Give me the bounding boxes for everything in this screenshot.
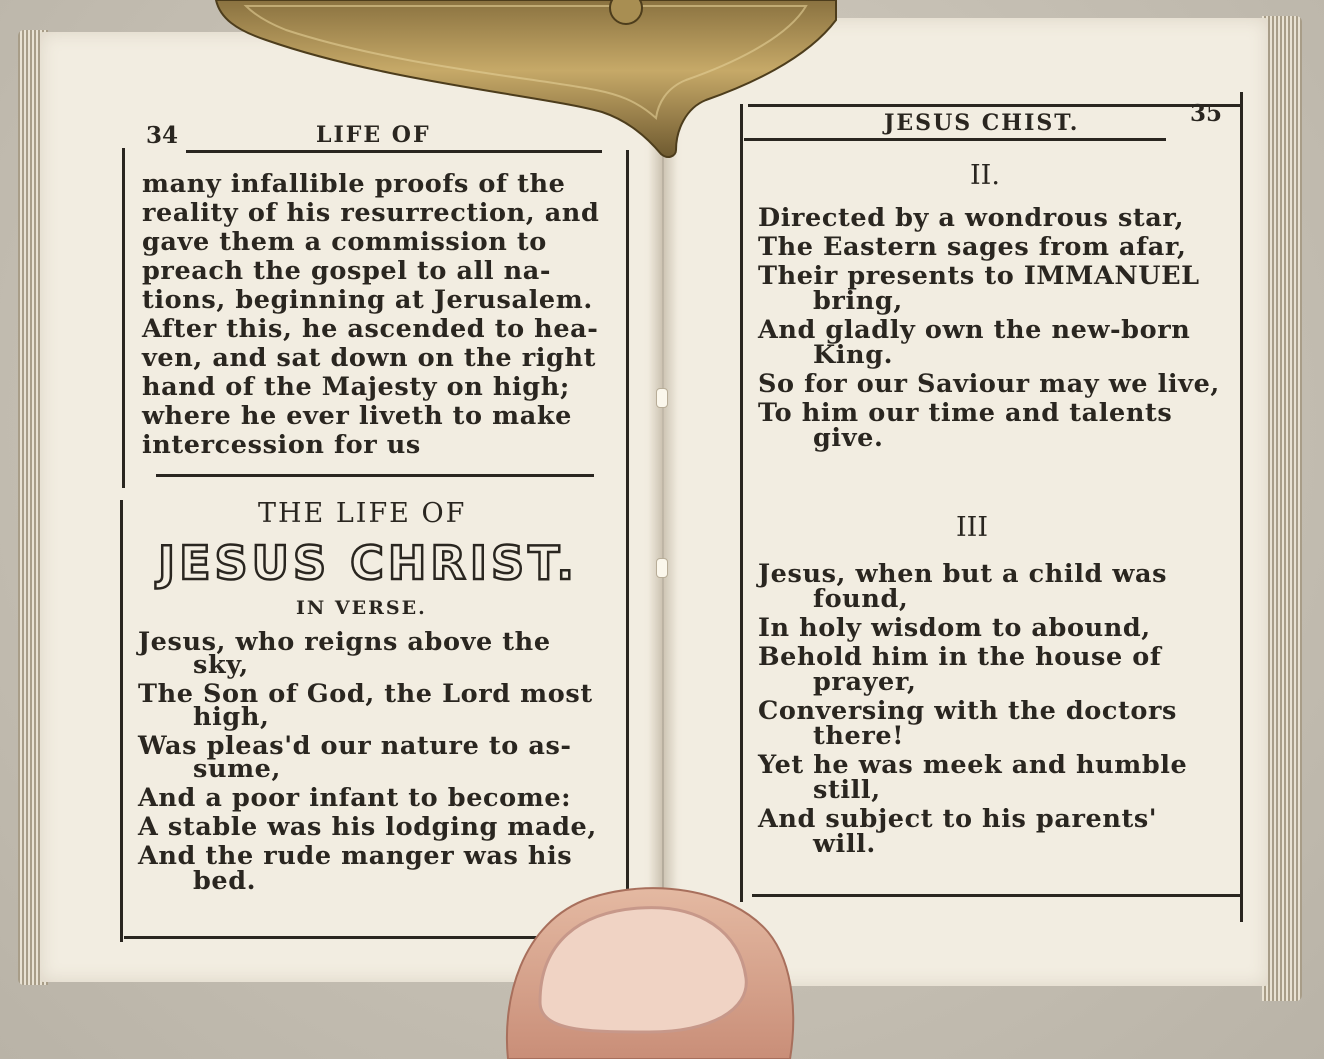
verse-line: In holy wisdom to abound, [758,613,1151,643]
verse-line: And a poor infant to become: [138,783,572,813]
verse-line: bring, [813,286,903,316]
title-jesus-christ: JESUS CHRIST. [158,536,578,590]
verse-line: Yet he was meek and humble [758,750,1188,780]
prose-line: many infallible proofs of the [142,169,566,199]
prose-line: where he ever liveth to make [142,401,572,431]
prose-line: ven, and sat down on the right [142,343,596,373]
frame-right-rule [626,150,629,490]
verse-line: The Eastern sages from afar, [758,232,1187,262]
verse-line: And the rude manger was his [138,841,573,871]
frame-right-rule [626,490,629,940]
right-running-head: JESUS CHIST. [884,110,1080,136]
left-page-number: 34 [146,122,179,149]
frame-left-rule [120,500,123,942]
verse-line: To him our time and talents [758,398,1173,428]
verse-line: Jesus, who reigns above the [138,627,551,657]
thumb [500,882,800,1059]
verse-line: give. [813,423,884,453]
verse-line: Jesus, when but a child was [758,559,1168,589]
verse-line: So for our Saviour may we live, [758,369,1220,399]
brass-clasp [206,0,846,160]
verse-line: Conversing with the doctors [758,696,1178,726]
verse-line: And subject to his parents' [758,804,1158,834]
prose-line: tions, beginning at Jerusalem. [142,285,593,315]
verse-line: there! [813,721,904,751]
prose-line: preach the gospel to all na- [142,256,552,286]
verse-line: sume, [193,754,281,784]
frame-left-rule [740,104,743,902]
stanza-3 [758,560,1228,859]
prose-line: hand of the Majesty on high; [142,372,570,402]
verse-line: high, [193,702,270,732]
frame-left-rule [122,148,125,488]
stanza-numeral: III [956,512,988,543]
title-the-life-of: THE LIFE OF [258,498,467,529]
left-running-head: LIFE OF [316,122,431,148]
section-divider [156,474,594,477]
stanza-2 [758,204,1228,453]
verse-line: sky, [193,650,249,680]
verse-line: still, [813,775,881,805]
prose-line: intercession for us [142,430,421,460]
verse-line: Their presents to IMMANUEL [758,261,1200,291]
verse-line: Behold him in the house of [758,642,1162,672]
frame-right-rule [1240,92,1243,922]
left-prose [142,170,617,460]
verse-line: bed. [193,866,257,896]
verse-line: And gladly own the new-born [758,315,1191,345]
verse-line: found, [813,584,909,614]
right-page-number: 35 [1190,100,1223,127]
book-gutter [648,30,678,980]
frame-bottom-rule [752,894,1240,897]
left-verse [138,628,616,896]
verse-line: will. [813,829,876,859]
binding-stitch [656,388,668,408]
page-edges-right [1262,16,1302,1001]
prose-line: reality of his resurrection, and [142,198,600,228]
verse-line: prayer, [813,667,917,697]
prose-line: gave them a commission to [142,227,547,257]
stanza-numeral: II. [970,160,1000,191]
verse-line: A stable was his lodging made, [138,812,597,842]
verse-line: King. [813,340,894,370]
verse-line: Directed by a wondrous star, [758,203,1185,233]
verse-line: The Son of God, the Lord most [138,679,593,709]
title-in-verse: IN VERSE. [296,597,427,619]
binding-stitch [656,558,668,578]
verse-line: Was pleas'd our nature to as- [138,731,572,761]
prose-line: After this, he ascended to hea- [142,314,599,344]
